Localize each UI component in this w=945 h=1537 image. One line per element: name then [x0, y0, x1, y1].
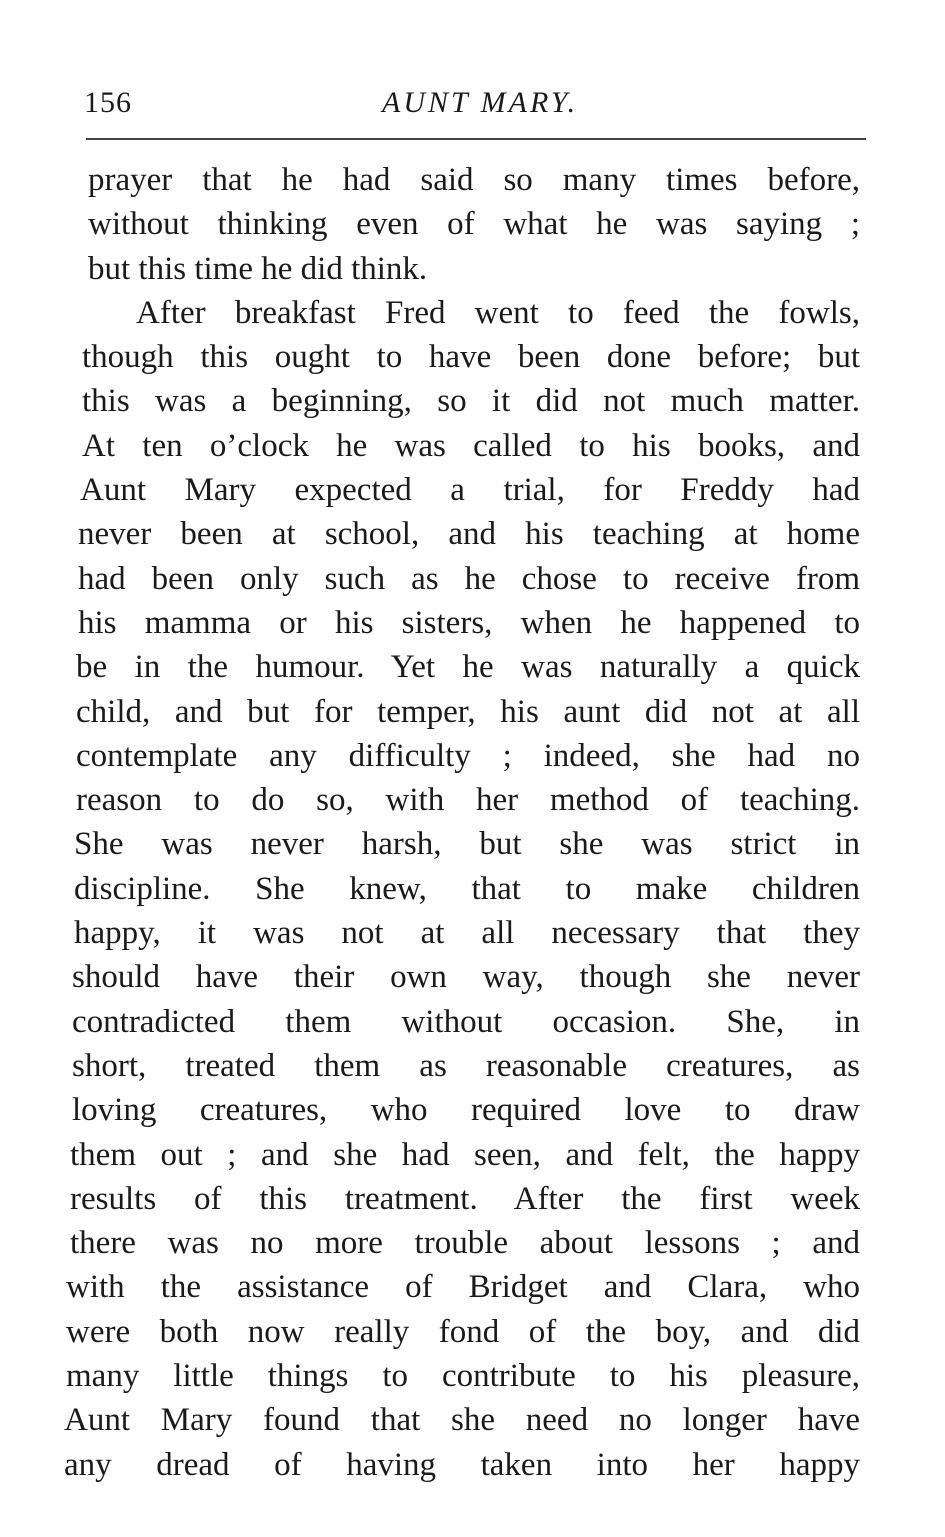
page-number: 156	[84, 86, 132, 119]
text-line: child, and but for temper, his aunt did not at all	[76, 693, 860, 730]
text-line: this was a beginning, so it did not much matter.	[82, 383, 860, 420]
text-line: without thinking even of what he was saying ;	[88, 206, 860, 243]
text-line: should have their own way, though she never	[72, 959, 860, 996]
text-line: had been only such as he chose to receive from	[78, 560, 860, 597]
text-line: Aunt Mary found that she need no longer have	[64, 1402, 860, 1439]
text-line: After breakfast Fred went to feed the fowls,	[136, 294, 860, 331]
text-line: there was no more trouble about lessons ; and	[70, 1225, 860, 1262]
text-line: At ten o’clock he was called to his books, and	[82, 427, 860, 464]
text-line: any dread of having taken into her happy	[64, 1446, 860, 1483]
text-line: discipline. She knew, that to make children	[74, 870, 860, 907]
text-line: never been at school, and his teaching at home	[78, 516, 860, 553]
text-line: contemplate any difficulty ; indeed, she had no	[76, 737, 860, 774]
header-rule	[86, 138, 866, 140]
text-line: She was never harsh, but she was strict in	[74, 826, 860, 863]
text-line: his mamma or his sisters, when he happened to	[78, 604, 860, 641]
text-line: were both now really fond of the boy, and did	[66, 1313, 860, 1350]
text-line: loving creatures, who required love to draw	[72, 1092, 860, 1129]
running-title: AUNT MARY.	[382, 86, 579, 119]
text-line: short, treated them as reasonable creatures, as	[72, 1047, 860, 1084]
text-line: reason to do so, with her method of teaching.	[76, 782, 860, 819]
text-line: happy, it was not at all necessary that they	[74, 915, 860, 952]
text-line: them out ; and she had seen, and felt, the happy	[70, 1136, 860, 1173]
text-line: contradicted them without occasion. She, in	[72, 1003, 860, 1040]
text-line: be in the humour. Yet he was naturally a quick	[76, 649, 860, 686]
text-line: results of this treatment. After the first week	[70, 1180, 860, 1217]
text-line: many little things to contribute to his pleasure,	[66, 1358, 860, 1395]
text-line: with the assistance of Bridget and Clara, who	[66, 1269, 860, 1306]
text-line: though this ought to have been done before; but	[82, 339, 860, 376]
body-text	[64, 158, 860, 1487]
text-line: Aunt Mary expected a trial, for Freddy had	[80, 472, 860, 509]
page-header	[82, 86, 867, 132]
text-line: but this time he did think.	[88, 250, 428, 287]
text-line: prayer that he had said so many times before,	[88, 162, 860, 198]
